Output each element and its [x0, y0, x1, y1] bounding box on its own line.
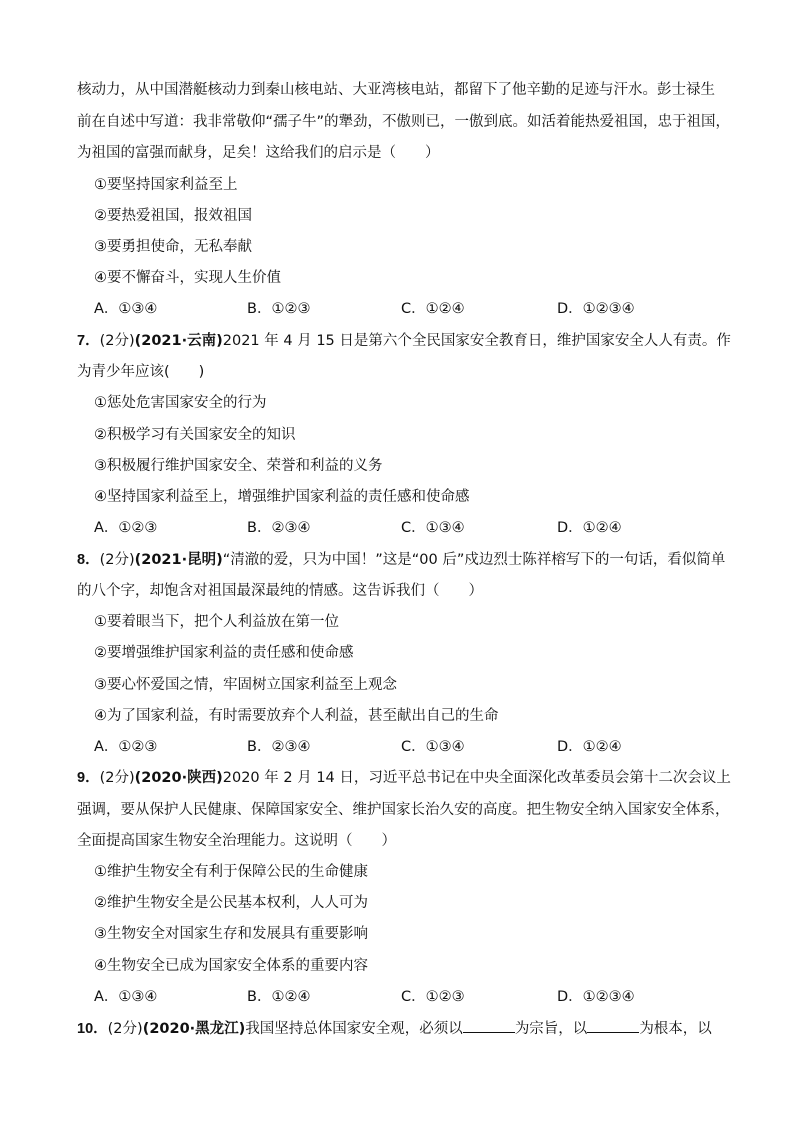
choice-c: C．①③④	[401, 739, 465, 755]
question-7-choices	[94, 518, 694, 538]
question-9-number: 9．	[77, 770, 100, 786]
answer-blank-1[interactable]	[463, 1018, 515, 1033]
choice-a: A．①③④	[94, 301, 158, 317]
choice-c: C．①②③	[401, 989, 465, 1005]
question-6-text-line-2: 前在自述中写道：我非常敬仰“孺子牛”的犟劲，不傲则已，一傲到底。如活着能热爱祖国，忠于祖国，	[77, 114, 731, 130]
question-7-score: (2分)	[99, 333, 135, 349]
question-6-option-1: ①要坚持国家利益至上	[94, 177, 238, 193]
choice-a: A．①③④	[94, 989, 158, 1005]
question-7-option-2: ②积极学习有关国家安全的知识	[94, 427, 296, 443]
question-6-text-line-1: 核动力，从中国潜艇核动力到秦山核电站、大亚湾核电站，都留下了他辛勤的足迹与汗水。彭士禄生	[77, 82, 715, 98]
question-7-line-2: 为青少年应该( )	[77, 364, 205, 380]
question-8-line-2: 的八个字，却饱含对祖国最深最纯的情感。这告诉我们（ ）	[77, 583, 483, 599]
question-9-score: (2分)	[99, 770, 135, 786]
question-9-option-2: ②维护生物安全是公民基本权利，人人可为	[94, 895, 368, 911]
choice-b: B．②③④	[247, 520, 311, 536]
question-9-option-4: ④生物安全已成为国家安全体系的重要内容	[94, 958, 368, 974]
question-10-score: (2分)	[107, 1021, 143, 1037]
question-10-line-1	[77, 1018, 712, 1039]
question-7-option-3: ③积极履行维护国家安全、荣誉和利益的义务	[94, 458, 383, 474]
choice-a: A．①②③	[94, 520, 158, 536]
question-9-line-2: 强调，要从保护人民健康、保障国家安全、维护国家长治久安的高度。把生物安全纳入国家安全体系，	[77, 802, 730, 818]
question-6-option-3: ③要勇担使命，无私奉献	[94, 239, 252, 255]
choice-b: B．①②④	[247, 989, 311, 1005]
question-6-choices	[94, 299, 694, 319]
choice-d: D．①②③④	[557, 989, 635, 1005]
question-8-option-3: ③要心怀爱国之情，牢固树立国家利益至上观念	[94, 677, 397, 693]
question-7-option-1: ①惩处危害国家安全的行为	[94, 395, 267, 411]
question-7-line-1	[77, 331, 731, 351]
question-7-stem: 2021 年 4 月 15 日是第六个全民国家安全教育日，维护国家安全人人有责。作	[222, 333, 731, 349]
question-10-text-b: 为宗旨，以	[514, 1021, 588, 1037]
question-10-number: 10．	[77, 1021, 108, 1037]
question-8-score: (2分)	[99, 552, 135, 568]
question-8-number: 8．	[77, 552, 100, 568]
choice-d: D．①②④	[557, 739, 622, 755]
choice-d: D．①②④	[557, 520, 622, 536]
question-8-option-4: ④为了国家利益，有时需要放弃个人利益，甚至献出自己的生命	[94, 708, 499, 724]
question-9-line-3: 全面提高国家生物安全治理能力。这说明（ ）	[77, 833, 396, 849]
question-9-source: (2020·陕西)	[134, 770, 223, 786]
choice-b: B．①②③	[247, 301, 311, 317]
question-8-source: (2021·昆明)	[134, 552, 223, 568]
question-6-text-line-3: 为祖国的富强而献身，足矣！这给我们的启示是（ ）	[77, 145, 440, 161]
question-8-stem: “清澈的爱，只为中国！”这是“00 后”戍边烈士陈祥榕写下的一句话，看似简单	[222, 552, 726, 568]
question-9-choices	[94, 987, 694, 1007]
choice-c: C．①③④	[401, 520, 465, 536]
question-10-source: (2020·黑龙江)	[142, 1021, 246, 1037]
question-9-option-1: ①维护生物安全有利于保障公民的生命健康	[94, 864, 368, 880]
question-9-option-3: ③生物安全对国家生存和发展具有重要影响	[94, 926, 368, 942]
answer-blank-2[interactable]	[587, 1018, 639, 1033]
question-8-line-1	[77, 550, 725, 570]
question-6-option-2: ②要热爱祖国，报效祖国	[94, 208, 252, 224]
choice-d: D．①②③④	[557, 301, 635, 317]
question-8-option-1: ①要着眼当下，把个人利益放在第一位	[94, 614, 339, 630]
choice-b: B．②③④	[247, 739, 311, 755]
question-10-text-c: 为根本，以	[639, 1021, 712, 1037]
question-6-option-4: ④要不懈奋斗，实现人生价值	[94, 270, 281, 286]
question-7-number: 7．	[77, 333, 100, 349]
choice-c: C．①②④	[401, 301, 465, 317]
question-7-option-4: ④坚持国家利益至上，增强维护国家利益的责任感和使命感	[94, 489, 470, 505]
question-8-option-2: ②要增强维护国家利益的责任感和使命感	[94, 645, 354, 661]
question-9-line-1	[77, 768, 731, 788]
question-8-choices	[94, 737, 694, 757]
question-10-text-a: 我国坚持总体国家安全观，必须以	[245, 1021, 463, 1037]
choice-a: A．①②③	[94, 739, 158, 755]
question-9-stem: 2020 年 2 月 14 日，习近平总书记在中央全面深化改革委员会第十二次会议上	[222, 770, 731, 786]
question-7-source: (2021·云南)	[134, 333, 223, 349]
